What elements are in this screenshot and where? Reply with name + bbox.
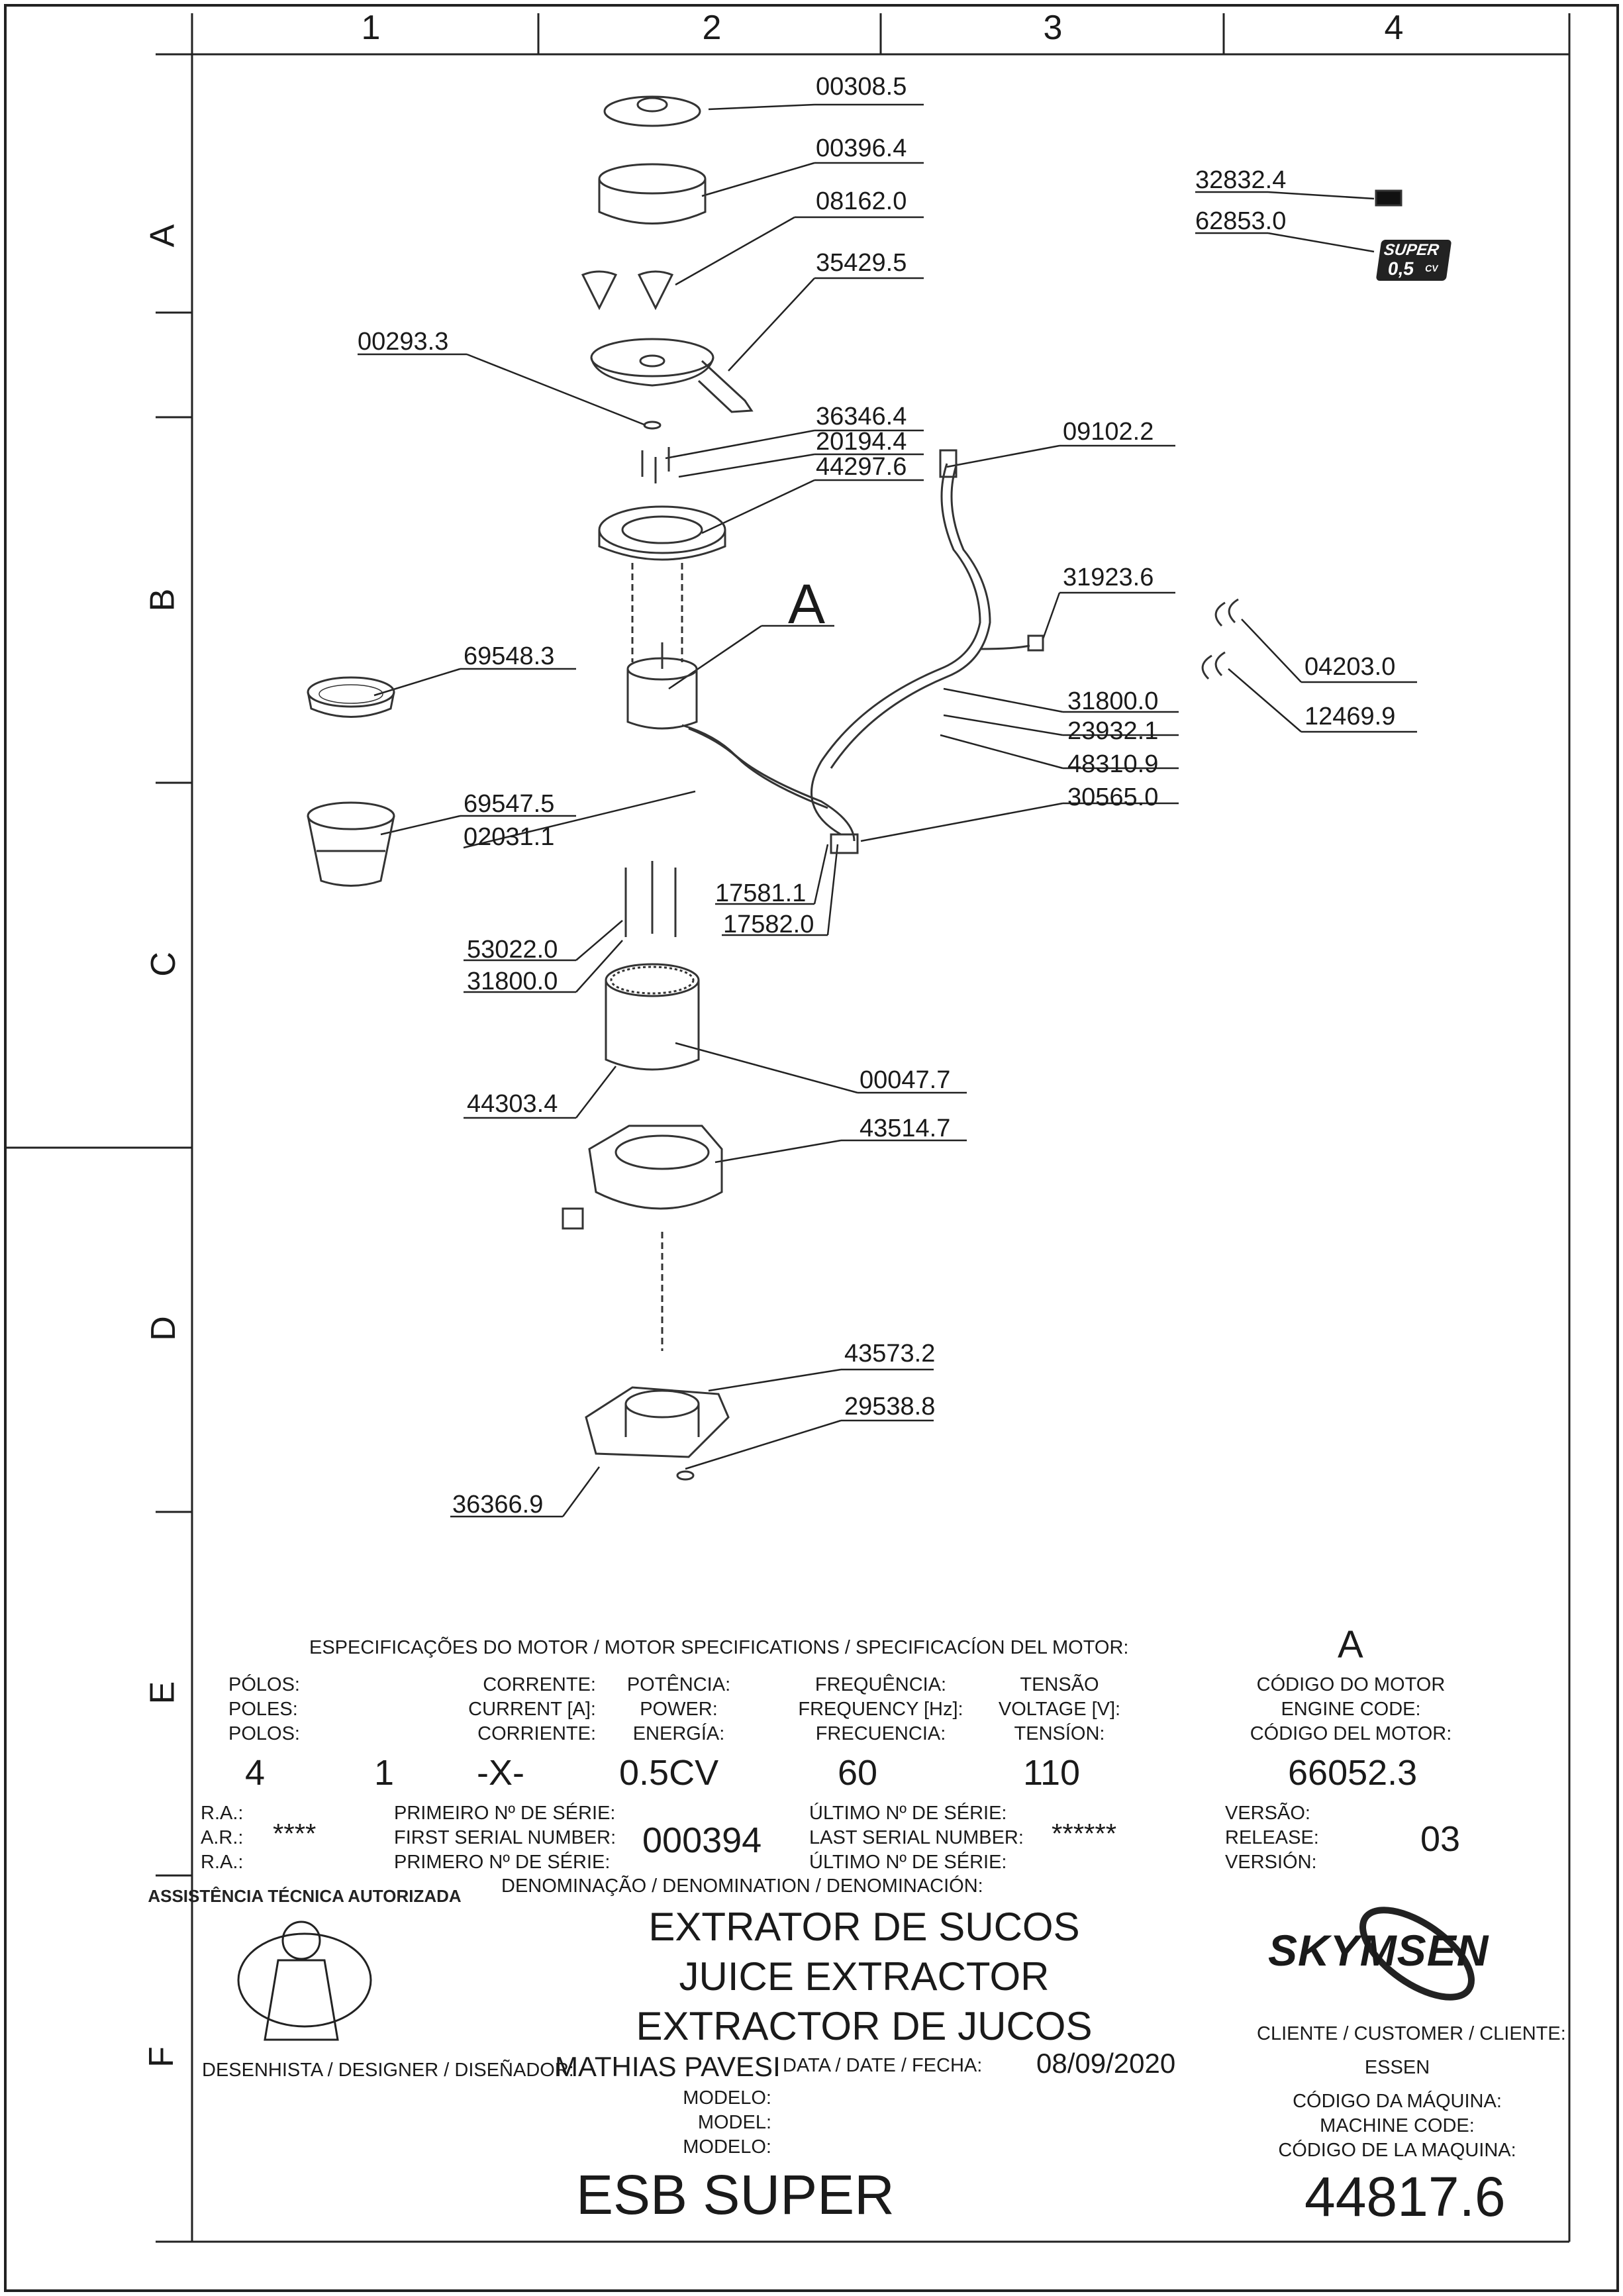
power-label: POTÊNCIA: POWER: ENERGÍA: bbox=[626, 1674, 731, 1744]
grid-column-1: 1 bbox=[361, 9, 381, 47]
customer-label: CLIENTE / CUSTOMER / CLIENTE: bbox=[1257, 2023, 1566, 2044]
designer-label: DESENHISTA / DESIGNER / DISEÑADOR: bbox=[202, 2060, 574, 2081]
first-serial-label: PRIMEIRO Nº DE SÉRIE: FIRST SERIAL NUMBER: PRIMERO Nº DE SÉRIE: bbox=[394, 1803, 616, 1873]
part-number: 36346.4 bbox=[816, 403, 907, 430]
customer-value: ESSEN bbox=[1364, 2057, 1430, 2078]
badge-line-1: SUPER bbox=[1383, 241, 1440, 259]
badge-suffix: CV bbox=[1424, 263, 1439, 274]
part-number: 29538.8 bbox=[844, 1393, 936, 1421]
grid-row-D: D bbox=[144, 1316, 183, 1341]
part-number: 31800.0 bbox=[1067, 687, 1159, 715]
current-secondary-value: -X- bbox=[477, 1753, 524, 1793]
part-number: 31923.6 bbox=[1063, 564, 1154, 591]
frequency-value: 60 bbox=[838, 1753, 878, 1793]
grid-row-B: B bbox=[143, 588, 182, 612]
part-number: 44303.4 bbox=[467, 1090, 558, 1118]
ra-label: R.A.: A.R.: R.A.: bbox=[201, 1803, 244, 1873]
super-power-badge-icon bbox=[1376, 240, 1452, 281]
denomination-label: DENOMINAÇÃO / DENOMINATION / DENOMINACIÓN: bbox=[501, 1875, 983, 1897]
ra-value: **** bbox=[273, 1818, 317, 1849]
denomination-line-pt: EXTRATOR DE SUCOS bbox=[648, 1905, 1080, 1949]
date-label: DATA / DATE / FECHA: bbox=[783, 2055, 983, 2076]
machine-code-label: CÓDIGO DA MÁQUINA: MACHINE CODE: CÓDIGO DE LA MAQUINA: bbox=[1278, 2091, 1516, 2161]
grid-row-C: C bbox=[144, 952, 183, 977]
svg-text:ASSISTÊNCIA TÉCNICA AUTORIZADA: ASSISTÊNCIA TÉCNICA AUTORIZADA bbox=[148, 1886, 462, 1906]
voltage-label: TENSÃO VOLTAGE [V]: TENSÍON: bbox=[998, 1674, 1121, 1744]
denomination-line-en: JUICE EXTRACTOR bbox=[679, 1954, 1050, 1999]
poles-label: PÓLOS: POLES: POLOS: bbox=[228, 1674, 300, 1744]
engine-code-label: CÓDIGO DO MOTOR ENGINE CODE: CÓDIGO DEL MOTOR: bbox=[1250, 1674, 1452, 1744]
part-number: 43514.7 bbox=[860, 1115, 951, 1142]
grid-row-F: F bbox=[142, 2046, 181, 2068]
part-number: 23932.1 bbox=[1067, 717, 1159, 745]
grid-row-E: E bbox=[143, 1681, 182, 1705]
voltage-value: 110 bbox=[1023, 1753, 1081, 1793]
first-serial-value: 000394 bbox=[642, 1821, 762, 1860]
part-number: 00308.5 bbox=[816, 73, 907, 101]
date-value: 08/09/2020 bbox=[1036, 2048, 1176, 2079]
grid-row-A: A bbox=[143, 224, 182, 248]
part-number: 32832.4 bbox=[1195, 166, 1287, 194]
part-number: 35429.5 bbox=[816, 249, 907, 277]
part-number: 09102.2 bbox=[1063, 418, 1154, 446]
machine-code-value: 44817.6 bbox=[1304, 2166, 1506, 2228]
model-label: MODELO: MODEL: MODELO: bbox=[683, 2087, 771, 2158]
part-number: 31800.0 bbox=[467, 968, 558, 995]
designer-value: MATHIAS PAVESI bbox=[555, 2051, 781, 2082]
last-serial-value: ****** bbox=[1052, 1818, 1117, 1849]
frequency-label: FREQUÊNCIA: FREQUENCY [Hz]: FRECUENCIA: bbox=[798, 1674, 963, 1744]
part-number: 36366.9 bbox=[452, 1491, 544, 1519]
engine-code-value: 66052.3 bbox=[1288, 1753, 1418, 1793]
grid-column-4: 4 bbox=[1384, 9, 1404, 47]
last-serial-label: ÚLTIMO Nº DE SÉRIE: LAST SERIAL NUMBER: ÚLTIMO Nº DE SÉRIE: bbox=[809, 1803, 1024, 1873]
motor-spec-heading: ESPECIFICAÇÕES DO MOTOR / MOTOR SPECIFICATIONS / SPECIFICACÍON DEL MOTOR: bbox=[309, 1637, 1129, 1658]
part-number: 02031.1 bbox=[464, 823, 555, 851]
part-number: 00047.7 bbox=[860, 1066, 951, 1094]
model-value: ESB SUPER bbox=[576, 2164, 895, 2226]
motor-spec-heading-value: A bbox=[1338, 1623, 1363, 1666]
part-number: 48310.9 bbox=[1067, 750, 1159, 778]
release-value: 03 bbox=[1420, 1819, 1461, 1859]
grid-column-2: 2 bbox=[702, 9, 722, 47]
authorized-technical-assistance-seal-icon bbox=[148, 1886, 462, 2040]
poles-value: 4 bbox=[245, 1753, 266, 1793]
part-number: 00396.4 bbox=[816, 134, 907, 162]
release-label: VERSÃO: RELEASE: VERSIÓN: bbox=[1225, 1803, 1319, 1873]
current-value: 1 bbox=[374, 1753, 395, 1793]
part-number: 04203.0 bbox=[1304, 653, 1396, 681]
part-number: 17582.0 bbox=[723, 911, 814, 938]
part-number: 53022.0 bbox=[467, 936, 558, 964]
part-number: 62853.0 bbox=[1195, 207, 1287, 235]
power-value: 0.5CV bbox=[619, 1753, 719, 1793]
part-number: 69548.3 bbox=[464, 642, 555, 670]
part-number: 69547.5 bbox=[464, 790, 555, 818]
part-number: 44297.6 bbox=[816, 453, 907, 481]
current-label: CORRENTE: CURRENT [A]: CORRIENTE: bbox=[468, 1674, 596, 1744]
part-number: 12469.9 bbox=[1304, 703, 1396, 730]
part-number: 30565.0 bbox=[1067, 783, 1159, 811]
brand-name: SKYMSEN bbox=[1268, 1926, 1489, 1975]
part-number: 43573.2 bbox=[844, 1340, 936, 1368]
part-number: 17581.1 bbox=[715, 879, 807, 907]
part-number: 20194.4 bbox=[816, 428, 907, 456]
part-number: 08162.0 bbox=[816, 187, 907, 215]
detail-label: A bbox=[788, 573, 826, 635]
grid-column-3: 3 bbox=[1043, 9, 1063, 47]
denomination-line-es: EXTRACTOR DE JUCOS bbox=[636, 2004, 1093, 2048]
part-number: 00293.3 bbox=[358, 328, 449, 356]
badge-line-2: 0,5 bbox=[1387, 258, 1416, 279]
